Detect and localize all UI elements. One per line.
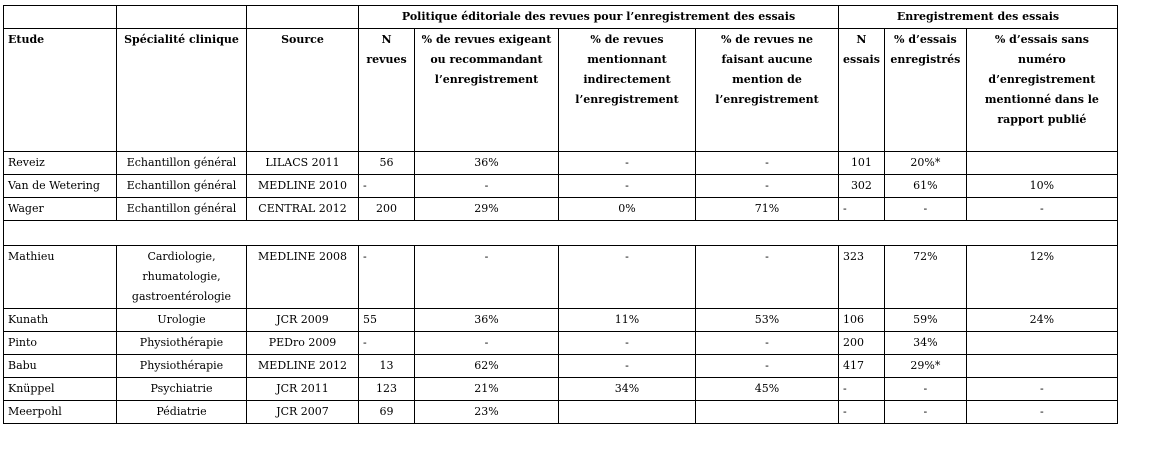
cell-source: MEDLINE 2010 bbox=[247, 175, 359, 198]
table-row bbox=[4, 198, 1118, 221]
cell-n-essais: - bbox=[839, 401, 885, 424]
cell-specialite: Echantillon général bbox=[117, 175, 247, 198]
cell-specialite: Echantillon général bbox=[117, 198, 247, 221]
cell-etude: Wager bbox=[4, 198, 117, 221]
cell-n-essais: 200 bbox=[839, 332, 885, 355]
cell-pct-sans-numero bbox=[966, 152, 1117, 175]
cell-pct-aucune: 45% bbox=[696, 378, 839, 401]
col-header-source: Source bbox=[247, 29, 359, 152]
cell-pct-aucune bbox=[696, 401, 839, 424]
col-header-n-revues: N revues bbox=[359, 29, 415, 152]
policy-group-header: Politique éditoriale des revues pour l’enregistrement des essais bbox=[359, 6, 839, 29]
cell-n-essais: 323 bbox=[839, 246, 885, 309]
empty-header-cell bbox=[117, 6, 247, 29]
empty-header-cell bbox=[247, 6, 359, 29]
cell-pct-aucune: - bbox=[696, 355, 839, 378]
cell-pct-exigeant: 23% bbox=[415, 401, 559, 424]
cell-n-essais: - bbox=[839, 198, 885, 221]
table-row bbox=[4, 175, 1118, 198]
cell-pct-sans-numero: 24% bbox=[966, 309, 1117, 332]
cell-pct-sans-numero: - bbox=[966, 198, 1117, 221]
cell-pct-exigeant: 29% bbox=[415, 198, 559, 221]
cell-pct-enregistres: 29%* bbox=[884, 355, 966, 378]
blank-separator-cell bbox=[4, 221, 1118, 246]
cell-n-revues: - bbox=[359, 332, 415, 355]
column-header-row bbox=[4, 29, 1118, 152]
cell-pct-mentionnant: - bbox=[559, 152, 696, 175]
cell-n-revues: 123 bbox=[359, 378, 415, 401]
cell-pct-mentionnant: - bbox=[559, 175, 696, 198]
cell-pct-enregistres: 61% bbox=[884, 175, 966, 198]
cell-pct-sans-numero bbox=[966, 355, 1117, 378]
cell-pct-mentionnant bbox=[559, 401, 696, 424]
cell-pct-enregistres: - bbox=[884, 401, 966, 424]
table-row bbox=[4, 401, 1118, 424]
cell-pct-mentionnant: - bbox=[559, 332, 696, 355]
col-header-pct-mentionnant: % de revues mentionnant indirectement l’enregistrement bbox=[559, 29, 696, 152]
col-header-specialite: Spécialité clinique bbox=[117, 29, 247, 152]
cell-n-essais: 106 bbox=[839, 309, 885, 332]
cell-specialite: Pédiatrie bbox=[117, 401, 247, 424]
cell-n-essais: 101 bbox=[839, 152, 885, 175]
cell-source: MEDLINE 2012 bbox=[247, 355, 359, 378]
cell-pct-sans-numero bbox=[966, 332, 1117, 355]
col-header-n-essais: N essais bbox=[839, 29, 885, 152]
cell-etude: Pinto bbox=[4, 332, 117, 355]
table-row bbox=[4, 152, 1118, 175]
cell-pct-enregistres: - bbox=[884, 198, 966, 221]
cell-n-revues: - bbox=[359, 175, 415, 198]
cell-source: JCR 2011 bbox=[247, 378, 359, 401]
cell-pct-mentionnant: - bbox=[559, 355, 696, 378]
cell-etude: Kunath bbox=[4, 309, 117, 332]
table-row bbox=[4, 332, 1118, 355]
cell-pct-aucune: 71% bbox=[696, 198, 839, 221]
cell-pct-sans-numero: 12% bbox=[966, 246, 1117, 309]
cell-pct-aucune: 53% bbox=[696, 309, 839, 332]
cell-pct-enregistres: 72% bbox=[884, 246, 966, 309]
cell-n-revues: 69 bbox=[359, 401, 415, 424]
cell-n-essais: - bbox=[839, 378, 885, 401]
cell-source: JCR 2009 bbox=[247, 309, 359, 332]
cell-specialite: Cardiologie, rhumatologie, gastroentérologie bbox=[117, 246, 247, 309]
cell-pct-sans-numero: - bbox=[966, 378, 1117, 401]
cell-pct-exigeant: 36% bbox=[415, 152, 559, 175]
cell-pct-mentionnant: 34% bbox=[559, 378, 696, 401]
cell-pct-aucune: - bbox=[696, 152, 839, 175]
cell-pct-exigeant: - bbox=[415, 175, 559, 198]
cell-etude: Babu bbox=[4, 355, 117, 378]
cell-pct-aucune: - bbox=[696, 175, 839, 198]
cell-n-revues: 13 bbox=[359, 355, 415, 378]
header-group-row bbox=[4, 6, 1118, 29]
col-header-pct-sans-numero: % d’essais sans numéro d’enregistrement mentionné dans le rapport publié bbox=[966, 29, 1117, 152]
cell-source: JCR 2007 bbox=[247, 401, 359, 424]
cell-pct-aucune: - bbox=[696, 246, 839, 309]
registration-group-header: Enregistrement des essais bbox=[839, 6, 1118, 29]
cell-pct-enregistres: - bbox=[884, 378, 966, 401]
cell-etude: Meerpohl bbox=[4, 401, 117, 424]
cell-pct-exigeant: 21% bbox=[415, 378, 559, 401]
cell-pct-exigeant: - bbox=[415, 246, 559, 309]
cell-specialite: Psychiatrie bbox=[117, 378, 247, 401]
cell-pct-enregistres: 59% bbox=[884, 309, 966, 332]
cell-etude: Van de Wetering bbox=[4, 175, 117, 198]
col-header-pct-exigeant: % de revues exigeant ou recommandant l’enregistrement bbox=[415, 29, 559, 152]
cell-etude: Mathieu bbox=[4, 246, 117, 309]
cell-specialite: Physiothérapie bbox=[117, 332, 247, 355]
col-header-pct-aucune: % de revues ne faisant aucune mention de l’enregistrement bbox=[696, 29, 839, 152]
cell-source: CENTRAL 2012 bbox=[247, 198, 359, 221]
cell-n-essais: 302 bbox=[839, 175, 885, 198]
col-header-etude: Etude bbox=[4, 29, 117, 152]
cell-pct-exigeant: 36% bbox=[415, 309, 559, 332]
cell-pct-mentionnant: 0% bbox=[559, 198, 696, 221]
cell-n-revues: 56 bbox=[359, 152, 415, 175]
cell-specialite: Urologie bbox=[117, 309, 247, 332]
cell-pct-mentionnant: - bbox=[559, 246, 696, 309]
table-row bbox=[4, 378, 1118, 401]
table-row bbox=[4, 355, 1118, 378]
separator-row bbox=[4, 221, 1118, 246]
cell-pct-aucune: - bbox=[696, 332, 839, 355]
cell-source: LILACS 2011 bbox=[247, 152, 359, 175]
cell-source: PEDro 2009 bbox=[247, 332, 359, 355]
cell-pct-sans-numero: - bbox=[966, 401, 1117, 424]
cell-pct-sans-numero: 10% bbox=[966, 175, 1117, 198]
table-row bbox=[4, 309, 1118, 332]
cell-n-essais: 417 bbox=[839, 355, 885, 378]
cell-pct-exigeant: - bbox=[415, 332, 559, 355]
cell-pct-enregistres: 34% bbox=[884, 332, 966, 355]
empty-header-cell bbox=[4, 6, 117, 29]
cell-source: MEDLINE 2008 bbox=[247, 246, 359, 309]
cell-pct-enregistres: 20%* bbox=[884, 152, 966, 175]
cell-n-revues: 200 bbox=[359, 198, 415, 221]
col-header-pct-enregistres: % d’essais enregistrés bbox=[884, 29, 966, 152]
cell-pct-mentionnant: 11% bbox=[559, 309, 696, 332]
cell-n-revues: 55 bbox=[359, 309, 415, 332]
cell-specialite: Echantillon général bbox=[117, 152, 247, 175]
cell-pct-exigeant: 62% bbox=[415, 355, 559, 378]
cell-etude: Knüppel bbox=[4, 378, 117, 401]
cell-etude: Reveiz bbox=[4, 152, 117, 175]
cell-specialite: Physiothérapie bbox=[117, 355, 247, 378]
registration-policy-table bbox=[3, 5, 1118, 424]
cell-n-revues: - bbox=[359, 246, 415, 309]
table-row bbox=[4, 246, 1118, 309]
